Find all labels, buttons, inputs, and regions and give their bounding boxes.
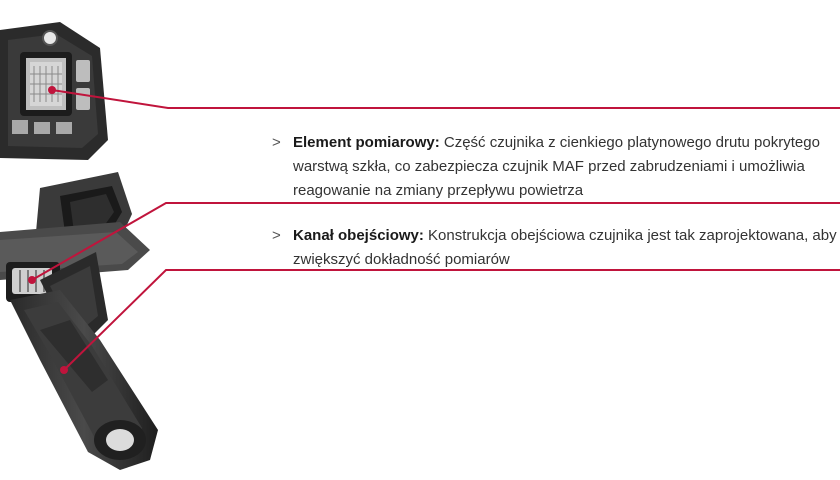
item-line: reagowanie na zmiany przepływu powietrza — [293, 182, 584, 199]
item-bypass-channel — [272, 224, 840, 272]
leader-line-bypass-channel — [64, 270, 840, 370]
item-line: zwiększyć dokładność pomiarów — [293, 251, 510, 268]
item-description: Część czujnika z cienkiego platynowego drutu pokrytego — [443, 134, 820, 151]
leader-line-control-circuit — [52, 90, 840, 108]
item-title: Element pomiarowy: — [293, 134, 440, 151]
item-measuring-element — [272, 131, 840, 203]
item-text — [293, 224, 837, 272]
item-line: warstwą szkła, co zabezpiecza czujnik MAF przed zabrudzeniami i umożliwia — [293, 158, 805, 175]
item-line — [293, 224, 837, 248]
leader-line-control-circuit-dot — [48, 86, 56, 94]
leader-line-measuring-element-dot — [28, 276, 36, 284]
item-title: Kanał obejściowy: — [293, 227, 424, 244]
leader-line-bypass-channel-dot — [60, 366, 68, 374]
chevron-right-icon: > — [272, 134, 281, 151]
item-description: Konstrukcja obejściowa czujnika jest tak zaprojektowana, aby — [428, 227, 837, 244]
item-line — [293, 131, 820, 155]
item-text — [293, 131, 820, 203]
maf-sensor-body-image — [0, 172, 158, 470]
chevron-right-icon: > — [272, 227, 281, 244]
